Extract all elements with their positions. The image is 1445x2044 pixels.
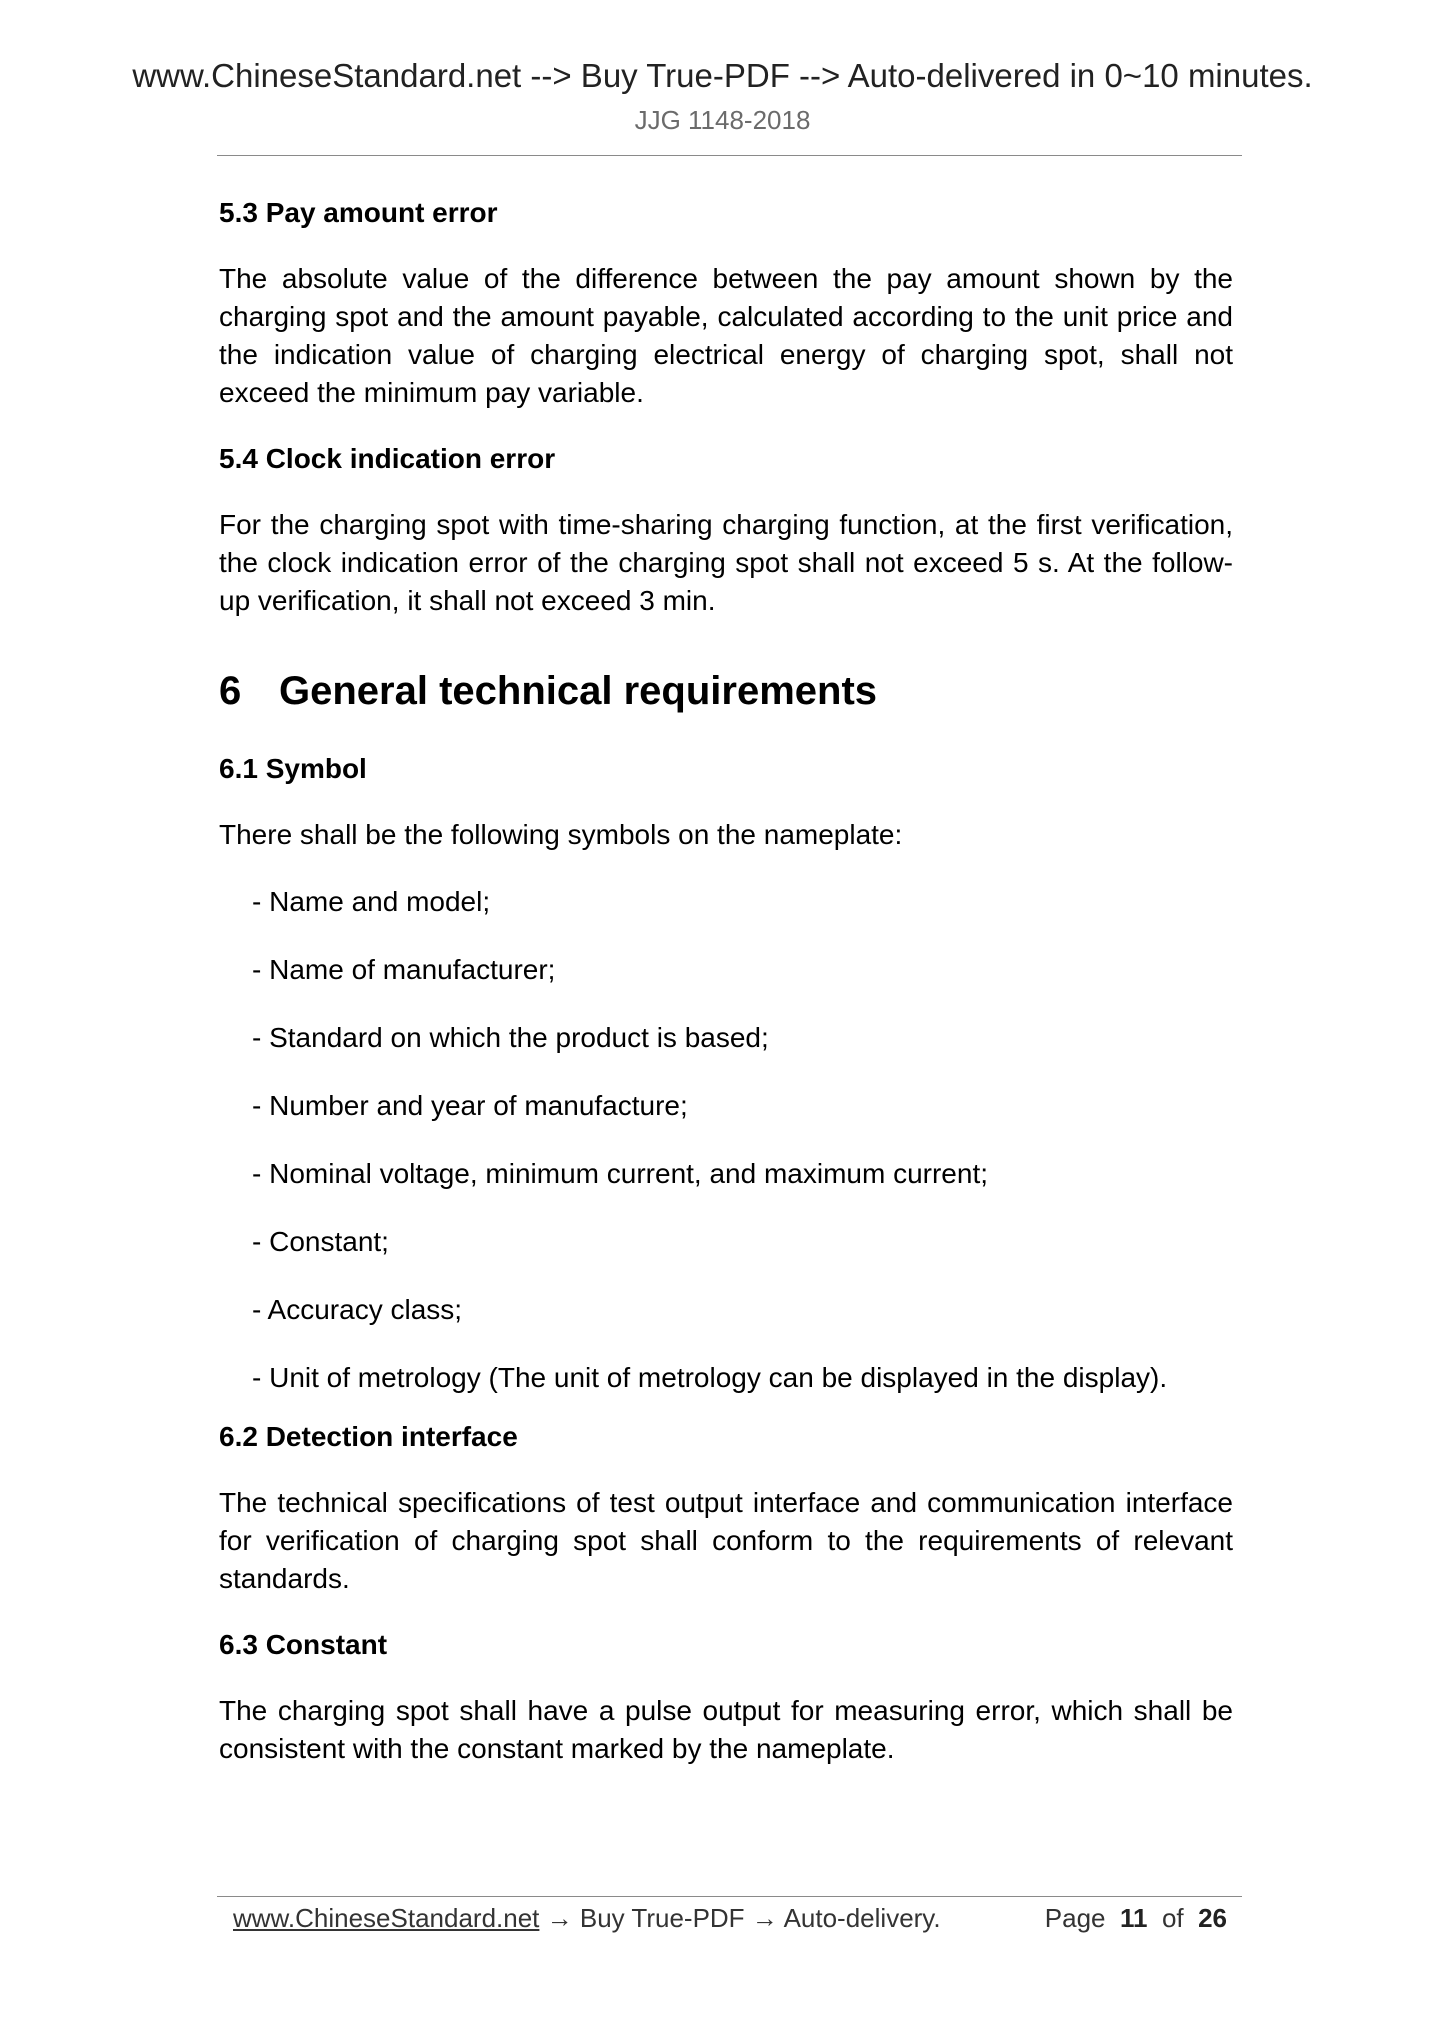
list-item: - Standard on which the product is based; [252,1022,769,1053]
list-item: - Number and year of manufacture; [252,1090,688,1121]
header-banner: www.ChineseStandard.net --> Buy True-PDF --> Auto-delivered in 0~10 minutes. [132,57,1313,94]
section-6-3-heading: 6.3 Constant [219,1629,388,1660]
section-5-3-text: The absolute value of the difference between the pay amount shown by the charging spot and the amount payable, calculated according to the unit price and the indication value of charging electrical energy of charging spot, shall not exceed the minimum pay variable. [219,263,1233,408]
current-page: 11 [1119,1903,1148,1933]
list-item: - Nominal voltage, minimum current, and maximum current; [252,1158,989,1189]
list-item: - Accuracy class; [252,1294,463,1325]
chapter-title: General technical requirements [279,669,878,713]
section-6-2-heading: 6.2 Detection interface [219,1421,518,1452]
page-label: Page [1044,1903,1106,1933]
list-item: - Name and model; [252,886,491,917]
list-item: - Name of manufacturer; [252,954,556,985]
section-6-2-text: The technical specifications of test output interface and communication interface for verification of charging spot shall conform to the requirements of relevant standards. [219,1487,1233,1594]
nameplate-symbol-list [219,884,1233,1396]
page-body [219,196,1233,1798]
section-5-3-heading: 5.3 Pay amount error [219,197,498,228]
footer-site-link[interactable]: www.ChineseStandard.net [233,1903,540,1933]
document-code: JJG 1148-2018 [634,105,811,135]
header-divider [217,155,1242,156]
page-number [1045,1898,1227,1938]
total-pages: 26 [1198,1903,1227,1933]
section-6-3-text: The charging spot shall have a pulse output for measuring error, which shall be consistent with the constant marked by the nameplate. [219,1695,1233,1764]
section-5-4-text: For the charging spot with time-sharing charging function, at the first verification, the clock indication error of the charging spot shall not exceed 5 s. At the follow-up verification, it shall not exceed 3 min. [219,509,1233,616]
page-footer [233,1898,1233,1938]
footer-tagline: → Buy True-PDF → Auto-delivery. [539,1903,941,1933]
list-item: - Constant; [252,1226,389,1257]
section-5-4-heading: 5.4 Clock indication error [219,443,556,474]
chapter-number: 6 [219,669,242,713]
of-label: of [1161,1903,1184,1933]
section-6-1-heading: 6.1 Symbol [219,753,367,784]
footer-divider [217,1896,1242,1897]
section-6-1-intro: There shall be the following symbols on the nameplate: [219,819,903,850]
chapter-6-heading [219,666,1233,716]
list-item: - Unit of metrology (The unit of metrology can be displayed in the display). [252,1362,1168,1393]
